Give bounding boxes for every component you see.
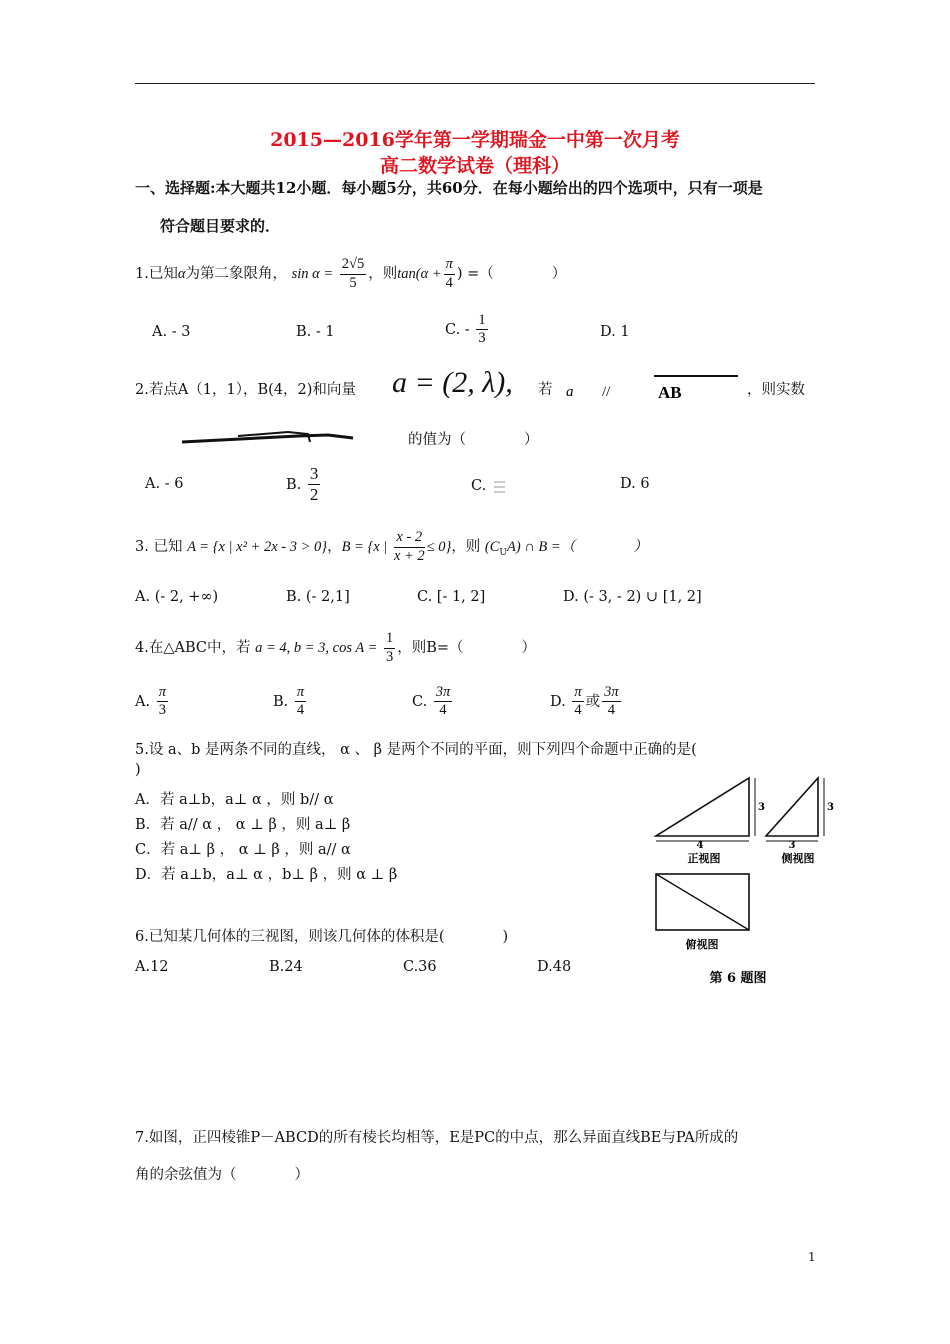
header-rule [135, 83, 815, 84]
q2-ruo: 若 [538, 382, 553, 398]
q4-optc-den: 4 [439, 702, 447, 719]
q3-b-post: ≤ 0} [426, 539, 452, 555]
q2-optb-den: 2 [309, 485, 319, 505]
q4-prefix: 4.在△ABC中，若 [135, 640, 251, 656]
q3-comma: ， [327, 539, 342, 555]
q1-optc-num: 1 [476, 312, 487, 330]
q4-option-d [550, 684, 623, 720]
q1-tail: ) =（ ） [456, 266, 567, 282]
q4-optc-label: C. [412, 693, 428, 710]
q2-optb-frac [308, 464, 321, 506]
q1-mid: 为第二象限角， [185, 266, 287, 282]
q4-optd1-num: π [572, 684, 583, 702]
q1-option-d: D. 1 [600, 324, 630, 340]
q4-tail: ，则B=（ ） [397, 640, 537, 656]
q4-optd2-den: 4 [607, 702, 615, 719]
section-heading: 一、选择题:本大题共12小题．每小题5分，共60分．在每小题给出的四个选项中，只有一项是 [135, 179, 763, 197]
q3-b-den: x + 2 [393, 547, 425, 564]
q1-pi: π [444, 256, 455, 274]
side-view-triangle [766, 778, 818, 836]
q4-opta-label: A. [135, 693, 151, 710]
figure-caption: 第 6 题图 [709, 971, 767, 986]
q1-then: ，则 [368, 266, 398, 282]
q1-sin: sin α = [291, 266, 334, 282]
q4-optd-frac2 [602, 684, 621, 720]
q1-prefix: 1.已知 [135, 266, 178, 282]
q2-optc-smudge [491, 476, 509, 496]
side-dim-3w: 3 [788, 840, 796, 851]
q3-b-pre: B = {x | [341, 539, 388, 555]
exam-subtitle: 高二数学试卷（理科） [379, 155, 570, 177]
q1-alpha: α [177, 266, 186, 282]
q4-frac [384, 630, 395, 666]
top-view-label: 俯视图 [685, 938, 719, 951]
q4-optd-frac1 [572, 684, 583, 720]
q4-opta-frac [157, 684, 168, 720]
q2-option-d: D. 6 [620, 476, 650, 492]
q2-parallel-figure [562, 372, 742, 398]
q2-optc-label: C. [471, 478, 487, 494]
exam-title: 2015—2016学年第一学期瑞金一中第一次月考 [270, 129, 680, 151]
q4-optb-num: π [295, 684, 306, 702]
question-3 [135, 524, 648, 576]
q4-optb-label: B. [273, 693, 289, 710]
q1-num: 2√5 [340, 256, 366, 274]
q3-sub: U [499, 547, 508, 558]
q3-a-set: A = {x | x² + 2x - 3 > 0} [187, 539, 328, 555]
q2-figure-ab: AB [658, 383, 682, 398]
question-6: 6.已知某几何体的三视图，则该几何体的体积是( ) [135, 929, 509, 945]
q2-figure-a: a [566, 384, 574, 398]
q2-figure-parallel: // [602, 384, 611, 398]
q2-option-c [471, 476, 509, 496]
q6-option-b: B.24 [269, 959, 303, 975]
q4-num: 1 [384, 630, 395, 648]
q2-option-b [286, 464, 322, 506]
q1-option-c [445, 312, 490, 348]
q4-option-c [412, 684, 454, 720]
q1-four: 4 [445, 274, 453, 291]
side-dim-3h: 3 [827, 802, 834, 813]
front-dim-4: 4 [696, 840, 704, 851]
q2-optb-num: 3 [308, 464, 321, 485]
q1-optc-label: C. - [445, 321, 470, 338]
q2-vector: a = (2, λ), [392, 366, 513, 399]
q1-option-b: B. - 1 [296, 324, 335, 340]
q4-option-a [135, 684, 170, 720]
q1-tan: tan(α + [397, 266, 442, 282]
q3-expr2: A) ∩ B =（ ） [507, 539, 648, 555]
q3-b-num: x - 2 [394, 529, 425, 547]
q5-option-d: D．若 a⊥b，a⊥ α ，b⊥ β ，则 α ⊥ β [135, 867, 398, 883]
q4-optc-num: 3π [434, 684, 453, 702]
question-2-prefix: 2.若点A（1，1），B(4，2)和向量 [135, 382, 356, 398]
q3-then: ，则 [451, 539, 481, 555]
q5-option-a: A．若 a⊥b，a⊥ α ，则 b// α [135, 792, 334, 808]
q3-option-a: A. (- 2, +∞) [135, 589, 219, 605]
q4-optc-frac [434, 684, 453, 720]
q3-prefix: 3. 已知 [135, 539, 183, 555]
q2-line2: 的值为（ ） [408, 432, 539, 448]
q6-option-d: D.48 [537, 959, 572, 975]
question-5: 5.设 a、b 是两条不同的直线， α 、 β 是两个不同的平面，则下列四个命题中正确的是( [135, 742, 697, 758]
q4-opta-den: 3 [158, 702, 166, 719]
q4-den: 3 [385, 648, 394, 665]
q3-option-d: D. (- 3, - 2) ∪ [1, 2] [563, 589, 702, 605]
q4-optb-den: 4 [296, 702, 305, 719]
q1-den: 5 [349, 274, 357, 291]
q1-optc-den: 3 [478, 330, 486, 347]
front-view-triangle [656, 778, 749, 836]
q4-option-b [273, 684, 308, 720]
top-view-diagonal [656, 874, 749, 930]
q4-optd2-num: 3π [602, 684, 621, 702]
question-5-cont: ) [135, 762, 141, 778]
front-dim-3: 3 [758, 802, 765, 813]
q4-optb-frac [295, 684, 306, 720]
q3-option-c: C. [- 1, 2] [417, 589, 486, 605]
q1-option-a: A. - 3 [152, 324, 191, 340]
q4-cond: a = 4, b = 3, cos A = [255, 640, 378, 656]
question-7-cont: 角的余弦值为（ ） [135, 1167, 309, 1183]
q3-b-frac [394, 529, 425, 565]
section-heading-cont: 符合题目要求的． [160, 217, 281, 235]
q4-optd1-den: 4 [574, 702, 582, 719]
q2-tail: ，则实数 [747, 382, 805, 398]
q6-three-view-figure [648, 768, 838, 990]
q5-option-c: C．若 a⊥ β ， α ⊥ β ，则 a// α [135, 842, 351, 858]
q2-option-a: A. - 6 [145, 476, 184, 492]
q2-scribble [178, 428, 356, 448]
q1-fraction [340, 256, 366, 292]
q4-optd-label: D. [550, 693, 566, 710]
question-1 [135, 256, 566, 292]
q1-pi-frac [444, 256, 455, 292]
question-4 [135, 628, 536, 668]
front-view-label: 正视图 [687, 852, 721, 865]
q6-option-c: C.36 [403, 959, 437, 975]
side-view-label: 侧视图 [781, 852, 815, 865]
q2-optb-label: B. [286, 476, 302, 493]
page-number: 1 [808, 1250, 816, 1264]
q4-or: 或 [585, 693, 601, 710]
q3-expr: (C [484, 539, 500, 555]
q1-optc-frac [476, 312, 487, 348]
question-7: 7.如图，正四棱锥P－ABCD的所有棱长均相等，E是PC的中点，那么异面直线BE与PA所成的 [135, 1130, 739, 1146]
q3-option-b: B. (- 2,1] [286, 589, 350, 605]
q5-option-b: B．若 a// α ， α ⊥ β ，则 a⊥ β [135, 817, 351, 833]
q6-option-a: A.12 [135, 959, 169, 975]
q4-opta-num: π [157, 684, 168, 702]
